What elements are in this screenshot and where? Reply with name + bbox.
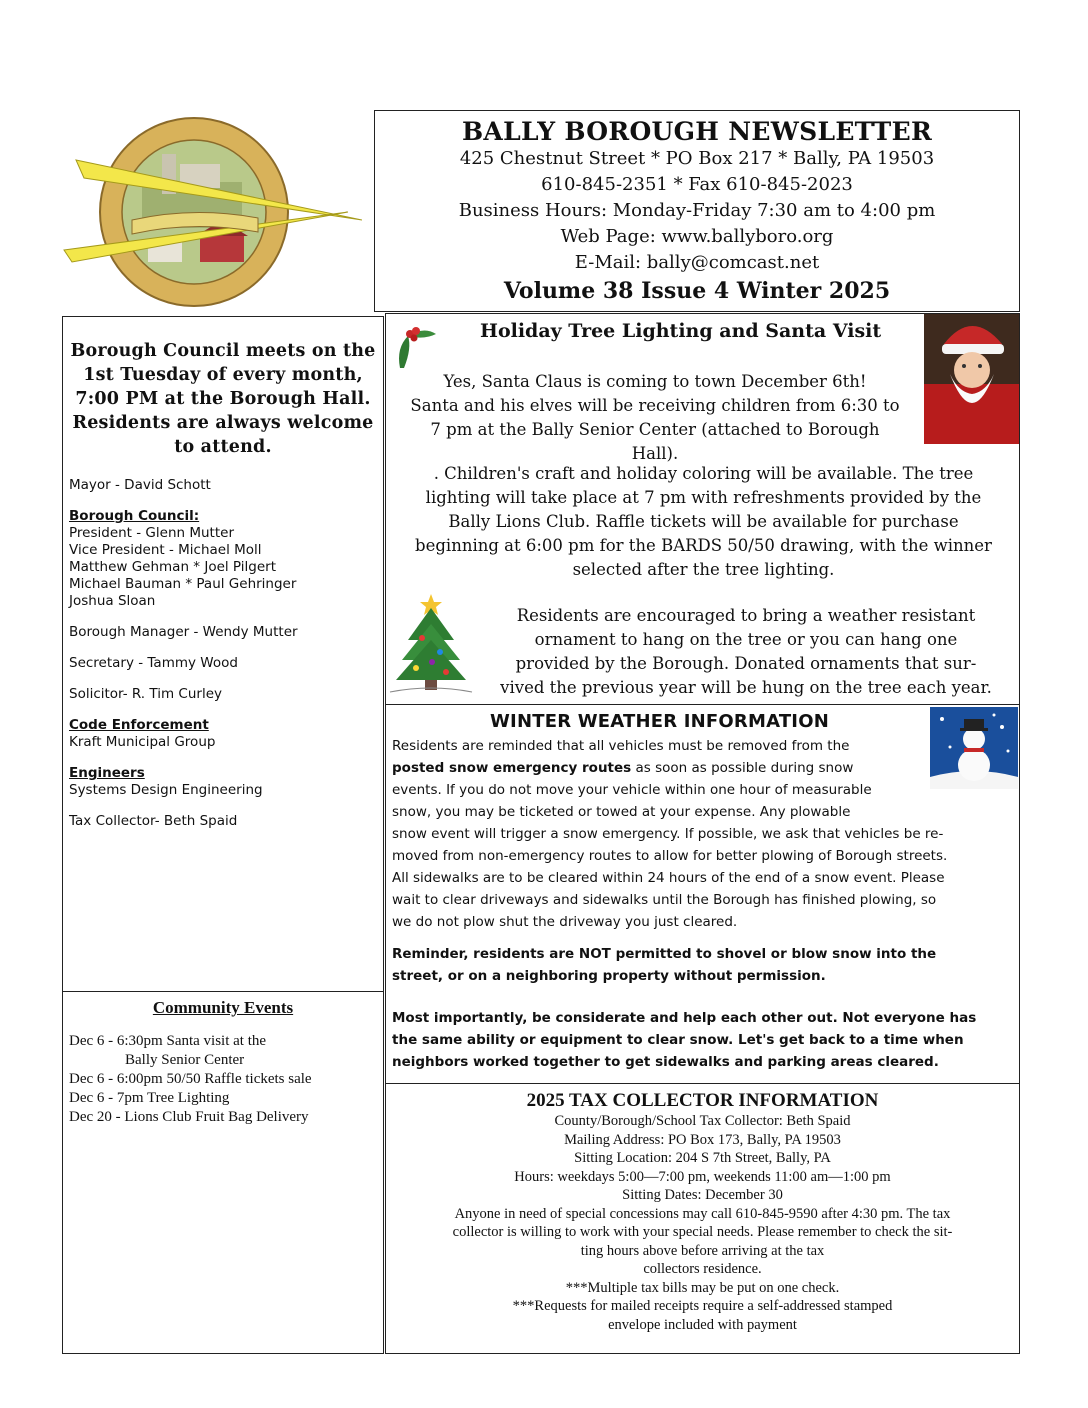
phone-fax: 610-845-2351 * Fax 610-845-2023	[541, 174, 853, 195]
volume-issue: Volume 38 Issue 4 Winter 2025	[503, 278, 891, 304]
tax-line: Sitting Dates: December 30	[622, 1187, 783, 1203]
winter-line	[392, 735, 932, 757]
tax-line: collectors residence.	[643, 1261, 762, 1277]
council-member: Vice President - Michael Moll	[69, 542, 262, 558]
tax-line: envelope included with payment	[608, 1316, 797, 1333]
newsletter-title: BALLY BOROUGH NEWSLETTER	[461, 117, 933, 146]
code-enforcement-heading: Code Enforcement	[69, 717, 209, 733]
important-line: Most importantly, be considerate and help each other out. Not everyone has	[392, 1010, 977, 1026]
event-item: Dec 6 - 7pm Tree Lighting	[69, 1090, 230, 1106]
borough-manager: Borough Manager - Wendy Mutter	[69, 624, 298, 640]
event-item: Dec 6 - 6:30pm Santa visit at the	[69, 1033, 267, 1049]
tax-line: Sitting Location: 204 S 7th Street, Bally, PA	[574, 1150, 831, 1166]
reminder-line: street, or on a neighboring property without permission.	[392, 968, 826, 984]
borough-officials-box	[62, 316, 384, 992]
holiday-line: lighting will take place at 7 pm with refreshments provided by the	[425, 488, 982, 507]
meeting-line: 7:00 PM at the Borough Hall.	[75, 389, 371, 409]
tax-line: Hours: weekdays 5:00—7:00 pm, weekends 11:00 am—1:00 pm	[514, 1168, 891, 1185]
secretary: Secretary - Tammy Wood	[69, 655, 238, 671]
tax-collector: Tax Collector- Beth Spaid	[69, 813, 238, 829]
event-item: Dec 20 - Lions Club Fruit Bag Delivery	[69, 1109, 309, 1125]
web-page[interactable]: Web Page: www.ballyboro.org	[560, 226, 834, 247]
tax-collector-article	[385, 1083, 1020, 1354]
winter-line: events. If you do not move your vehicle within one hour of measurable	[392, 782, 872, 798]
council-member: Michael Bauman * Paul Gehringer	[69, 576, 297, 592]
mayor: Mayor - David Schott	[69, 477, 211, 493]
newsletter-header	[374, 110, 1020, 312]
community-events-box	[62, 991, 384, 1354]
winter-line: All sidewalks are to be cleared within 24 hours of the end of a snow event. Please	[392, 870, 945, 886]
meeting-line: Residents are always welcome	[72, 413, 374, 433]
meeting-line: Borough Council meets on the	[70, 341, 376, 361]
tax-line: ting hours above before arriving at the tax	[580, 1242, 825, 1259]
reminder-line: Reminder, residents are NOT permitted to shovel or blow snow into the	[392, 946, 937, 962]
holiday-article	[385, 313, 1020, 705]
holiday-line: Bally Lions Club. Raffle tickets will be available for purchase	[448, 512, 959, 531]
business-hours: Business Hours: Monday-Friday 7:30 am to 4:00 pm	[458, 200, 936, 221]
holiday-line: Yes, Santa Claus is coming to town December 6th!	[443, 372, 867, 391]
tax-line: ***Requests for mailed receipts require a self-addressed stamped	[512, 1298, 893, 1314]
tax-line: County/Borough/School Tax Collector: Beth Spaid	[554, 1113, 851, 1129]
santa-photo	[924, 314, 1019, 444]
borough-seal-logo	[62, 112, 362, 312]
winter-text: Residents are reminded that all vehicles must be removed from the	[392, 738, 850, 754]
tax-article-title: 2025 TAX COLLECTOR INFORMATION	[526, 1090, 879, 1111]
tax-line: collector is willing to work with your special needs. Please remember to check the sit-	[452, 1224, 953, 1240]
tax-line: Mailing Address: PO Box 173, Bally, PA 19503	[564, 1131, 841, 1148]
snow-routes-bold: posted snow emergency routes	[392, 760, 632, 776]
winter-weather-article	[385, 704, 1020, 1084]
council-member: Matthew Gehman * Joel Pilgert	[69, 559, 276, 575]
engineers: Systems Design Engineering	[69, 782, 263, 798]
winter-line: snow event will trigger a snow emergency. If possible, we ask that vehicles be re-	[392, 826, 944, 842]
borough-council-heading: Borough Council:	[69, 508, 200, 524]
code-enforcement: Kraft Municipal Group	[69, 734, 216, 750]
holiday-line: Hall).	[631, 444, 679, 463]
winter-article-title: WINTER WEATHER INFORMATION	[490, 711, 829, 732]
council-meeting-notice	[69, 339, 377, 459]
address: 425 Chestnut Street * PO Box 217 * Bally, PA 19503	[459, 148, 935, 169]
winter-line: wait to clear driveways and sidewalks until the Borough has finished plowing, so	[392, 892, 937, 908]
winter-line: snow, you may be ticketed or towed at your expense. Any plowable	[392, 804, 851, 820]
council-member: Joshua Sloan	[69, 593, 156, 609]
event-item: Dec 6 - 6:00pm 50/50 Raffle tickets sale	[69, 1071, 312, 1087]
holiday-line: selected after the tree lighting.	[572, 560, 835, 579]
holly-icon	[394, 318, 440, 374]
tax-line: Anyone in need of special concessions may call 610-845-9590 after 4:30 pm. The tax	[454, 1205, 951, 1222]
important-line: the same ability or equipment to clear snow. Let's get back to a time when	[392, 1032, 964, 1048]
meeting-line: 1st Tuesday of every month,	[83, 365, 363, 385]
winter-line: we do not plow shut the driveway you just cleared.	[392, 914, 738, 930]
holiday-line: beginning at 6:00 pm for the BARDS 50/50 drawing, with the winner	[415, 536, 992, 555]
holiday-line: 7 pm at the Bally Senior Center (attached to Borough	[430, 420, 880, 439]
snowman-icon	[930, 707, 1018, 789]
council-member: President - Glenn Mutter	[69, 525, 234, 541]
holiday-line: Santa and his elves will be receiving children from 6:30 to	[410, 396, 900, 415]
christmas-tree-icon	[388, 588, 474, 696]
holiday-line: vived the previous year will be hung on the tree each year.	[500, 678, 992, 697]
holiday-line: . Children's craft and holiday coloring will be available. The tree	[433, 464, 974, 483]
important-line: neighbors worked together to get sidewalks and parking areas cleared.	[392, 1054, 939, 1070]
holiday-line: ornament to hang on the tree or you can hang one	[534, 630, 958, 649]
winter-text: as soon as possible during snow	[631, 760, 854, 776]
winter-line: moved from non-emergency routes to allow for better plowing of Borough streets.	[392, 848, 948, 864]
solicitor: Solicitor- R. Tim Curley	[69, 686, 222, 702]
holiday-line: provided by the Borough. Donated ornaments that sur-	[515, 654, 977, 673]
holiday-article-title: Holiday Tree Lighting and Santa Visit	[480, 320, 882, 342]
event-item-continued: Bally Senior Center	[125, 1052, 245, 1068]
engineers-heading: Engineers	[69, 765, 145, 781]
email-address[interactable]: E-Mail: bally@comcast.net	[574, 252, 820, 273]
meeting-line: to attend.	[174, 437, 272, 457]
winter-line	[392, 757, 932, 779]
holiday-line: Residents are encouraged to bring a weather resistant	[516, 606, 976, 625]
tax-line: ***Multiple tax bills may be put on one check.	[565, 1279, 840, 1296]
community-events-title: Community Events	[152, 998, 294, 1017]
